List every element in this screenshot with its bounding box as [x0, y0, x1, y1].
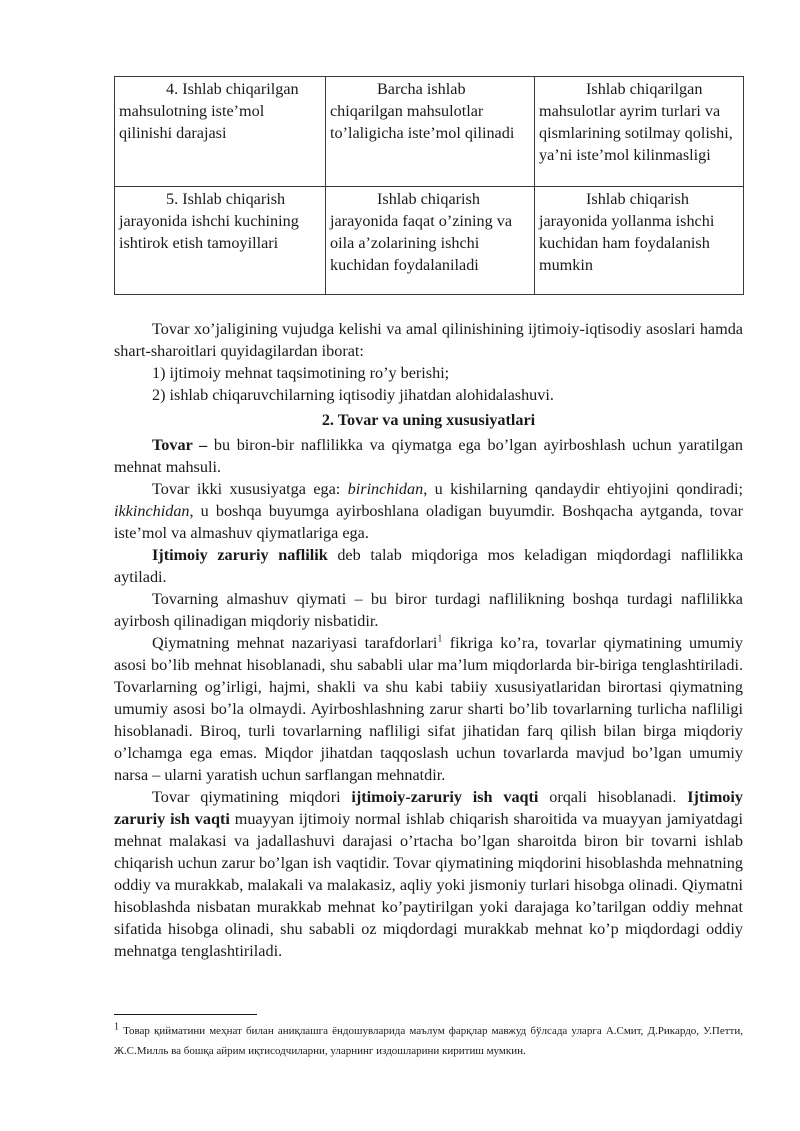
- paragraph-tovar-definition: Tovar – bu biron-bir naflilikka va qiymatga ega bo’lgan ayirboshlash uchun yaratilgan mehnat mahsuli.: [114, 436, 743, 476]
- footnote: $^1$ Товар қийматини меҳнат билан аниқлашга ёндошувларида маълум фарқлар мавжуд бўлсада уларга А.Смит, Д.Рикардо, У.Петти, Ж.С.Милль ва бошқа айрим иқтисодчиларни, уларнинг издошларини киритиш мумкин.: [114, 1021, 743, 1057]
- paragraph-labor-time: Tovar qiymatining miqdori ijtimoiy-zaruriy ish vaqti orqali hisoblanadi. Ijtimoiy zaruriy ish vaqti muayyan ijtimoiy normal ishlab chiqarish sharoitida va muayyan jamiyatdagi mehnat malakasi va jadallashuvi darajasi o’rtacha bo’lgan sharoitda biron bir tovarni ishlab chiqarish uchun zarur bo’lgan ish vaqtidir. Tovar qiymatining miqdorini hisoblashda mehnatning oddiy va murakkab, malakali va malakasiz, aqliy yoki jismoniy turlari hisobga olinadi. Qiymatni hisoblashda nisbatan murakkab mehnat ko’paytirilgan yoki darajaga ko’tarilgan oddiy mehnat sifatida hisobga olinadi, shu sababli oz miqdordagi murakkab mehnat ko’p miqdordagi oddiy mehnatga tenglashtiriladi.: [114, 788, 743, 960]
- list-item: 2) ishlab chiqaruvchilarning iqtisodiy jihatdan alohidalashuvi.: [152, 386, 554, 404]
- table-cell: 5. Ishlab chiqarish jarayonida ishchi kuchining ishtirok etish tamoyillari: [115, 187, 326, 295]
- term-social-utility: Ijtimoiy zaruriy naflilik: [152, 546, 328, 564]
- footnote-mark: 1: [114, 1021, 119, 1033]
- section-heading: 2. Tovar va uning xususiyatlari: [321, 411, 536, 429]
- comparison-table: [114, 76, 744, 295]
- table-row: [115, 187, 744, 295]
- paragraph-exchange-value: Tovarning almashuv qiymati – bu biror turdagi naflilikning boshqa turdagi naflilikka ayirbosh qilinadigan miqdoriy nisbatidir.: [114, 590, 743, 630]
- table-cell: 4. Ishlab chiqarilgan mahsulotning iste’mol qilinishi darajasi: [115, 77, 326, 187]
- footnote-reference[interactable]: 1: [437, 633, 443, 645]
- table-row: [115, 77, 744, 187]
- footnote-separator: [114, 1014, 257, 1015]
- term-tovar: Tovar –: [152, 436, 208, 454]
- paragraph-labor-theory: Qiymatning mehnat nazariyasi tarafdorlari$^1$ fikriga ko’ra, tovarlar qiymatining umumiy asosi bo’lib mehnat hisoblanadi, shu sababli ular ma’lum miqdorlarda bir-biriga tenglashtiriladi. Tovarlarning og’irligi, hajmi, shakli va shu kabi tabiiy xususiyatlaridan birortasi qiymatning umumiy asosi bo’la olmaydi. Ayirboshlashning zarur sharti bo’lib tovarlarning turlicha nafliligi hisoblanadi. Biroq, turli tovarlarning nafliligi sifat jihatidan farq qilish bilan birga miqdoriy o’lchamga ega emas. Miqdor jihatdan taqqoslash uchun tovarlarda mavjud bo’lgan umumiy narsa – ularni yaratish uchun sarflangan mehnatdir.: [114, 633, 743, 784]
- table-cell: Barcha ishlab chiqarilgan mahsulotlar to’laligicha iste’mol qilinadi: [326, 77, 535, 187]
- list-item: 1) ijtimoiy mehnat taqsimotining ro’y berishi;: [152, 364, 450, 382]
- intro-paragraph: Tovar xo’jaligining vujudga kelishi va amal qilinishining ijtimoiy-iqtisodiy asoslari hamda shart-sharoitlari quyidagilardan iborat:: [114, 320, 743, 360]
- body-text: [114, 318, 743, 962]
- table-cell: Ishlab chiqarish jarayonida faqat o’zining va oila a’zolarining ishchi kuchidan foydalaniladi: [326, 187, 535, 295]
- paragraph-two-properties: Tovar ikki xususiyatga ega: birinchidan, u kishilarning qandaydir ehtiyojini qondiradi; ikkinchidan, u boshqa buyumga ayirboshlana oladigan buyumdir. Boshqacha aytganda, tovar iste’mol va almashuv qiymatlariga ega.: [114, 480, 743, 542]
- table-cell: Ishlab chiqarilgan mahsulotlar ayrim turlari va qismlarining sotilmay qolishi, ya’ni iste’mol kilinmasligi: [535, 77, 744, 187]
- table-cell: Ishlab chiqarish jarayonida yollanma ishchi kuchidan ham foydalanish mumkin: [535, 187, 744, 295]
- paragraph-social-utility: Ijtimoiy zaruriy naflilik deb talab miqdoriga mos keladigan miqdordagi naflilikka aytiladi.: [114, 546, 744, 586]
